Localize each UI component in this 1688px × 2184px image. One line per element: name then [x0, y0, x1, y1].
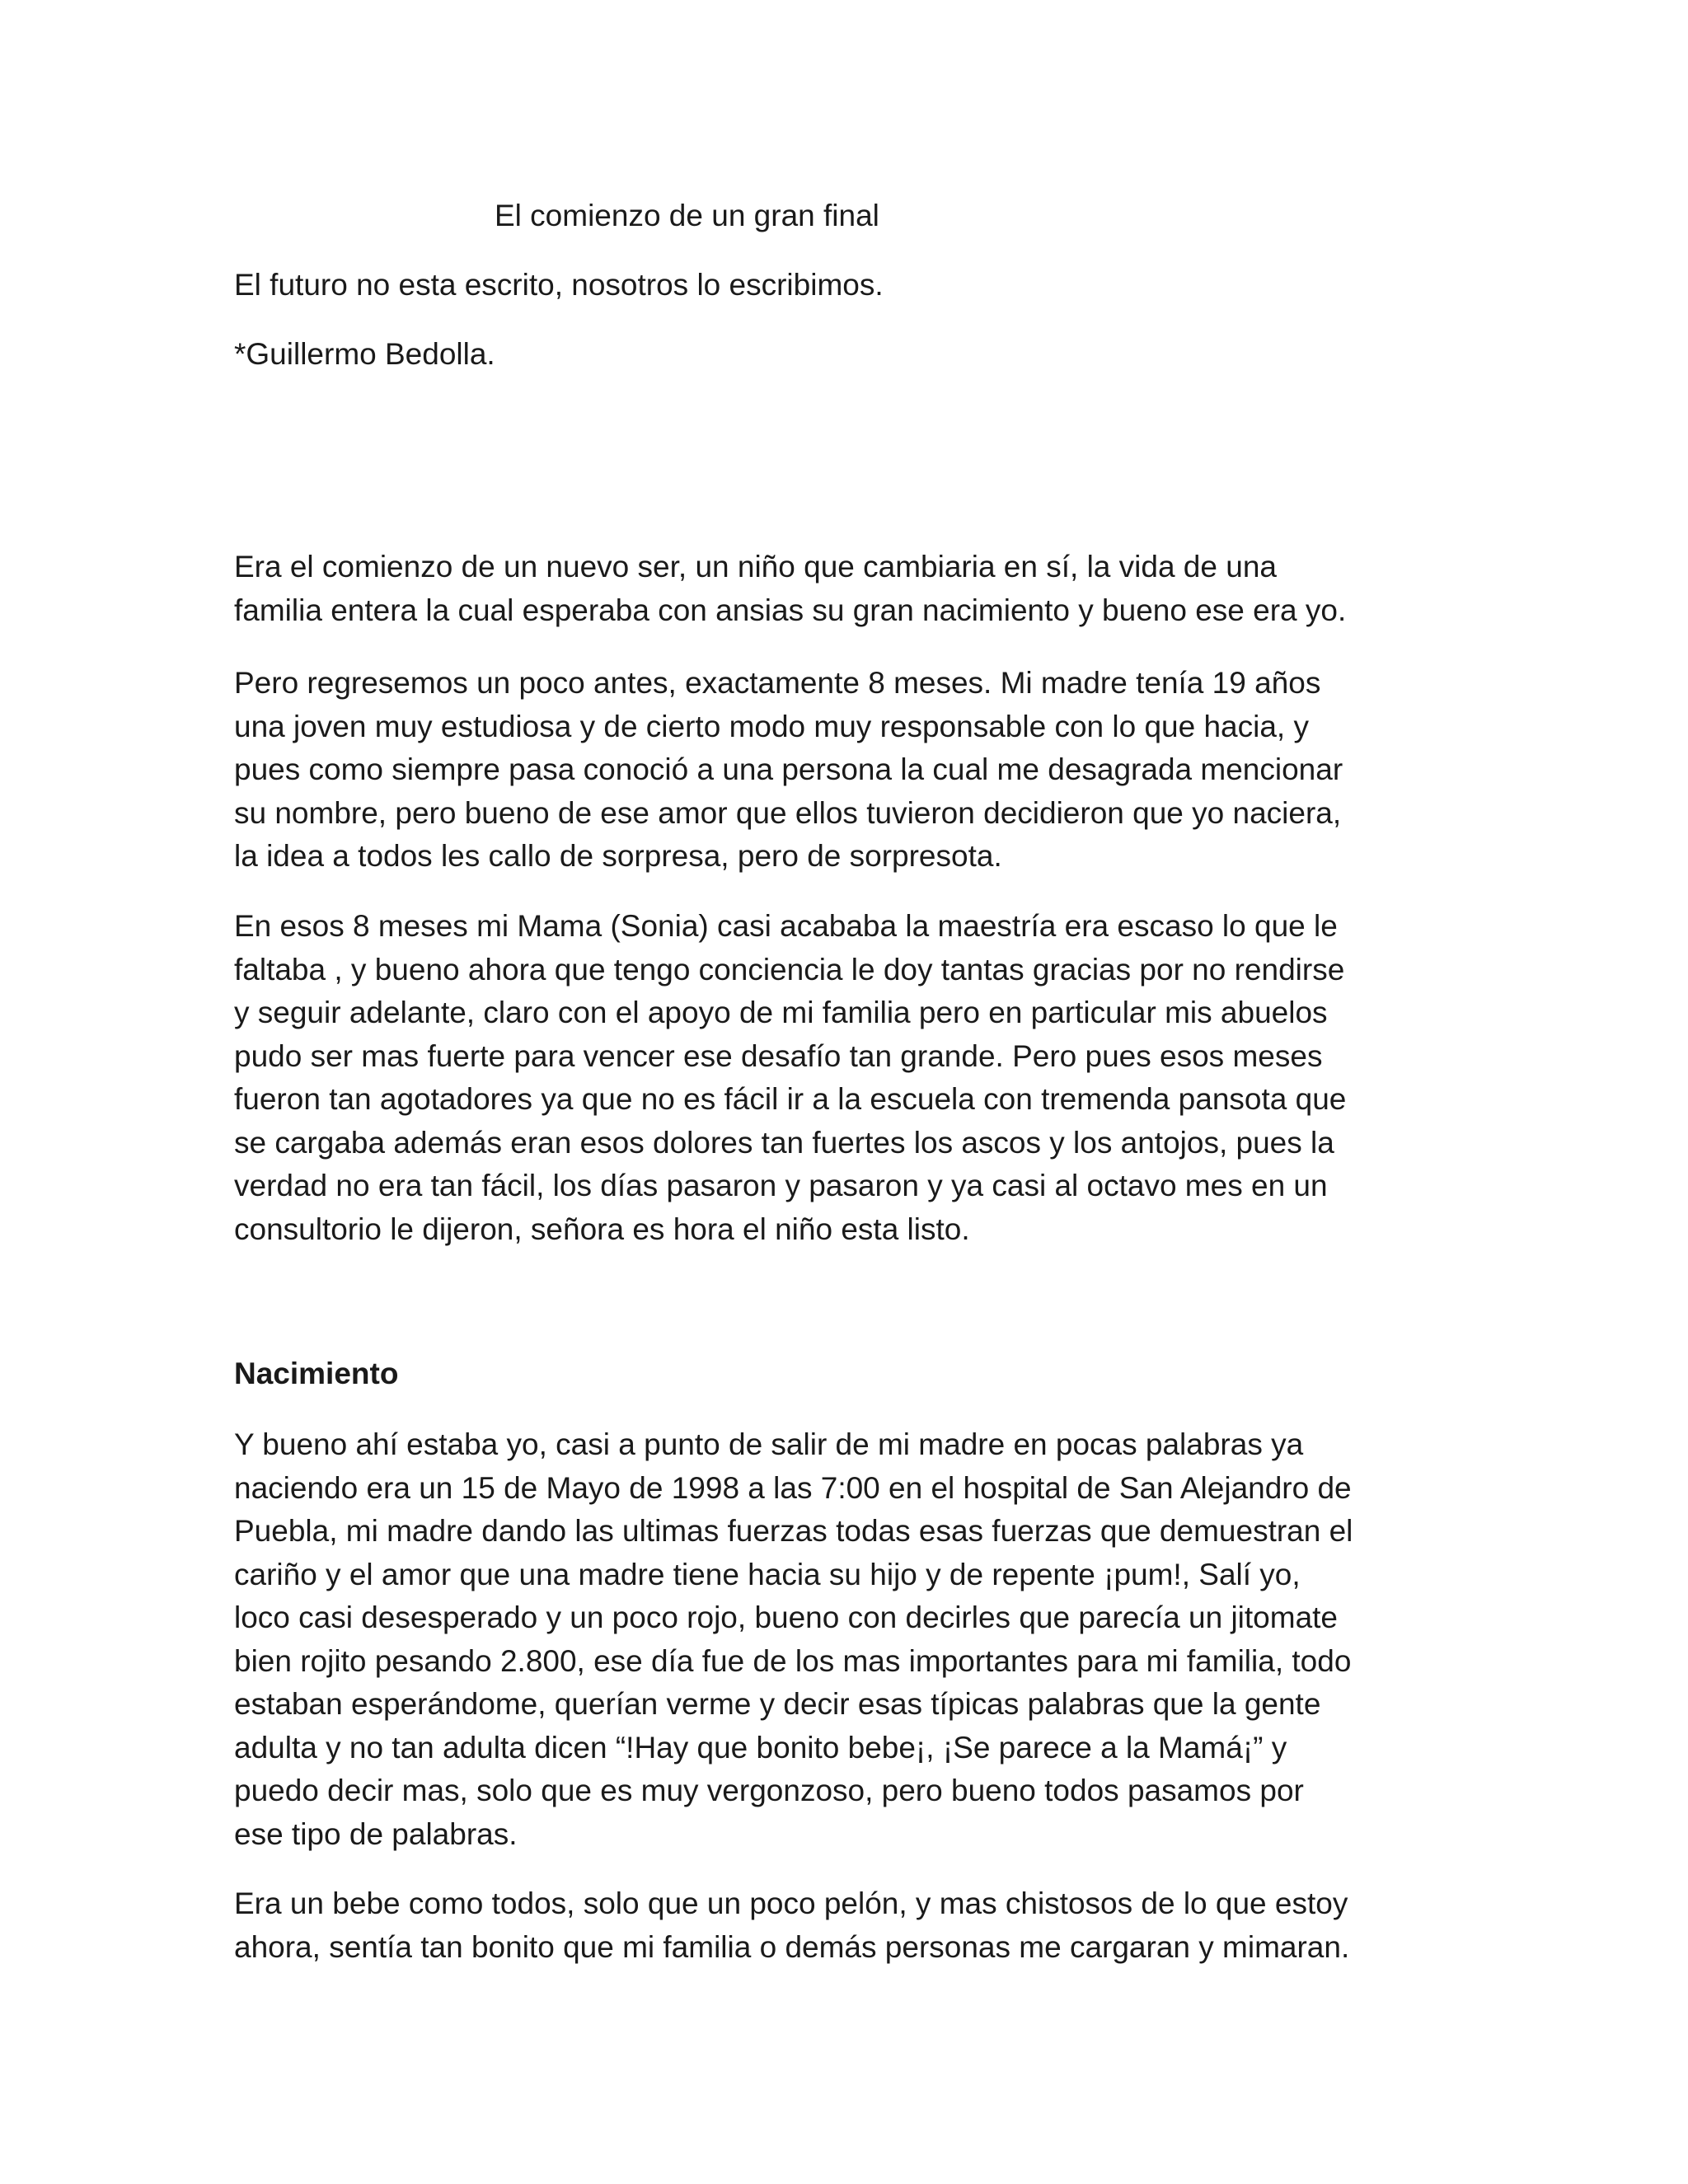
text-line: faltaba , y bueno ahora que tengo conciencia le doy tantas gracias por no rendirse — [234, 952, 1345, 987]
paragraph-intro-3 — [234, 905, 1454, 1251]
text-line: y seguir adelante, claro con el apoyo de mi familia pero en particular mis abuelos — [234, 996, 1328, 1029]
text-line: la idea a todos les callo de sorpresa, pero de sorpresota. — [234, 839, 1002, 873]
epigraph-quote: El futuro no esta escrito, nosotros lo escribimos. — [234, 268, 884, 302]
paragraph-intro-1 — [234, 546, 1454, 632]
text-line: cariño y el amor que una madre tiene hacia su hijo y de repente ¡pum!, Salí yo, — [234, 1557, 1301, 1591]
text-line: consultorio le dijeron, señora es hora el niño esta listo. — [234, 1212, 970, 1246]
text-line: Era el comienzo de un nuevo ser, un niño que cambiaria en sí, la vida de una — [234, 550, 1277, 583]
paragraph-section-2 — [234, 1882, 1454, 1969]
text-line: puedo decir mas, solo que es muy vergonzoso, pero bueno todos pasamos por — [234, 1774, 1304, 1807]
epigraph-author: *Guillermo Bedolla. — [234, 337, 495, 371]
paragraph-intro-2 — [234, 662, 1454, 879]
text-line: En esos 8 meses mi Mama (Sonia) casi acababa la maestría era escaso lo que le — [234, 909, 1338, 943]
section-heading: Nacimiento — [234, 1357, 399, 1390]
text-line: su nombre, pero bueno de ese amor que ellos tuvieron decidieron que yo naciera, — [234, 795, 1342, 830]
text-line: verdad no era tan fácil, los días pasaron y pasaron y ya casi al octavo mes en un — [234, 1169, 1328, 1202]
text-line: Era un bebe como todos, solo que un poco pelón, y mas chistosos de lo que estoy — [234, 1886, 1348, 1920]
text-line: ahora, sentía tan bonito que mi familia o demás personas me cargaran y mimaran. — [234, 1929, 1350, 1964]
document-title: El comienzo de un gran final — [495, 199, 879, 232]
text-line: naciendo era un 15 de Mayo de 1998 a las 7:00 en el hospital de San Alejandro de — [234, 1470, 1352, 1505]
text-line: una joven muy estudiosa y de cierto modo muy responsable con lo que hacia, y — [234, 709, 1309, 743]
paragraph-section-1 — [234, 1423, 1454, 1856]
text-line: bien rojito pesando 2.800, ese día fue de los mas importantes para mi familia, todo — [234, 1643, 1352, 1678]
text-line: pudo ser mas fuerte para vencer ese desafío tan grande. Pero pues esos meses — [234, 1038, 1323, 1073]
text-line: ese tipo de palabras. — [234, 1816, 518, 1851]
text-line: fueron tan agotadores ya que no es fácil ir a la escuela con tremenda pansota que — [234, 1082, 1347, 1116]
text-line: estaban esperándome, querían verme y decir esas típicas palabras que la gente — [234, 1687, 1321, 1721]
text-line: pues como siempre pasa conoció a una persona la cual me desagrada mencionar — [234, 752, 1343, 786]
text-line: adulta y no tan adulta dicen “!Hay que bonito bebe¡, ¡Se parece a la Mamá¡” y — [234, 1730, 1287, 1765]
text-line: se cargaba además eran esos dolores tan fuertes los ascos y los antojos, pues la — [234, 1125, 1334, 1160]
text-line: Pero regresemos un poco antes, exactamente 8 meses. Mi madre tenía 19 años — [234, 666, 1321, 700]
text-line: Puebla, mi madre dando las ultimas fuerzas todas esas fuerzas que demuestran el — [234, 1514, 1353, 1548]
text-line: Y bueno ahí estaba yo, casi a punto de salir de mi madre en pocas palabras ya — [234, 1427, 1304, 1461]
text-line: loco casi desesperado y un poco rojo, bueno con decirles que parecía un jitomate — [234, 1601, 1339, 1634]
text-line: familia entera la cual esperaba con ansias su gran nacimiento y bueno ese era yo. — [234, 593, 1347, 627]
